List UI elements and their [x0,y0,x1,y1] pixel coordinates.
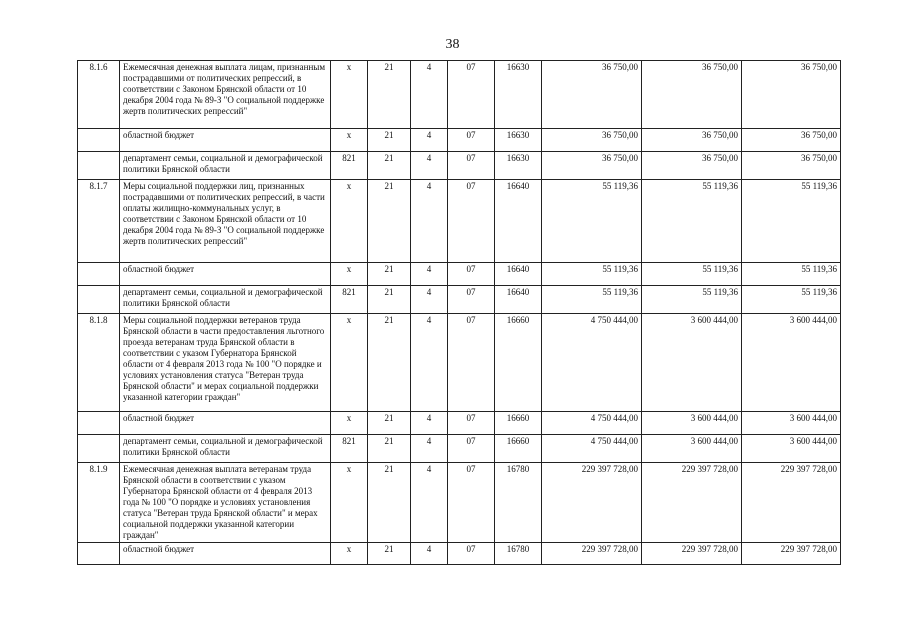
amount-year-1: 36 750,00 [542,129,642,152]
amount-year-2: 36 750,00 [642,129,742,152]
program-code: 07 [448,61,495,129]
admin-code: х [331,129,368,152]
section-code: 21 [368,412,411,435]
table-row [78,180,841,263]
admin-code: х [331,543,368,565]
amount-year-2: 3 600 444,00 [642,412,742,435]
subsection-code: 4 [411,286,448,314]
section-code: 21 [368,180,411,263]
admin-code: 821 [331,286,368,314]
direction-code: 16630 [495,61,542,129]
item-description: областной бюджет [120,263,331,286]
subsection-code: 4 [411,314,448,412]
section-code: 21 [368,435,411,463]
amount-year-3: 55 119,36 [742,263,841,286]
direction-code: 16780 [495,463,542,543]
amount-year-2: 3 600 444,00 [642,435,742,463]
amount-year-1: 55 119,36 [542,286,642,314]
direction-code: 16640 [495,286,542,314]
item-description: Меры социальной поддержки лиц, признанных пострадавшими от политических репрессий, в части оплаты жилищно-коммунальных услуг, в соответствии с Законом Брянской области от 10 декабря 2004 года № 89-З "О социальной поддержке жертв политических репрессий" [120,180,331,263]
subsection-code: 4 [411,263,448,286]
item-description: Ежемесячная денежная выплата лицам, признанным пострадавшими от политических репрессий, в соответствии с Законом Брянской области от 10 декабря 2004 года № 89-З "О социальной поддержке жертв политических репрессий" [120,61,331,129]
amount-year-1: 55 119,36 [542,180,642,263]
amount-year-1: 36 750,00 [542,61,642,129]
item-number [78,129,120,152]
subsection-code: 4 [411,435,448,463]
direction-code: 16640 [495,263,542,286]
section-code: 21 [368,61,411,129]
amount-year-3: 36 750,00 [742,152,841,180]
table-row [78,314,841,412]
budget-table [77,60,841,565]
item-number [78,543,120,565]
subsection-code: 4 [411,180,448,263]
item-number [78,263,120,286]
item-description: областной бюджет [120,543,331,565]
amount-year-1: 229 397 728,00 [542,463,642,543]
section-code: 21 [368,152,411,180]
section-code: 21 [368,463,411,543]
item-number [78,412,120,435]
direction-code: 16660 [495,412,542,435]
amount-year-1: 4 750 444,00 [542,314,642,412]
table-row [78,61,841,129]
page-number: 38 [445,37,460,52]
item-description: областной бюджет [120,412,331,435]
table-row [78,286,841,314]
direction-code: 16640 [495,180,542,263]
admin-code: х [331,263,368,286]
amount-year-2: 3 600 444,00 [642,314,742,412]
table-row [78,463,841,543]
program-code: 07 [448,286,495,314]
program-code: 07 [448,463,495,543]
admin-code: х [331,180,368,263]
amount-year-1: 36 750,00 [542,152,642,180]
admin-code: х [331,463,368,543]
amount-year-3: 3 600 444,00 [742,412,841,435]
table-row [78,435,841,463]
table-row [78,129,841,152]
subsection-code: 4 [411,543,448,565]
section-code: 21 [368,286,411,314]
subsection-code: 4 [411,412,448,435]
amount-year-2: 229 397 728,00 [642,463,742,543]
item-number [78,152,120,180]
subsection-code: 4 [411,61,448,129]
program-code: 07 [448,263,495,286]
amount-year-2: 55 119,36 [642,180,742,263]
section-code: 21 [368,543,411,565]
program-code: 07 [448,314,495,412]
section-code: 21 [368,314,411,412]
section-code: 21 [368,263,411,286]
item-description: областной бюджет [120,129,331,152]
item-description: Меры социальной поддержки ветеранов труда Брянской области в части предоставления льготного проезда ветеранам труда Брянской области в соответствии с указом Губернатора Брянской области от 4 февраля 2013 года № 100 "О порядке и условиях установления статуса "Ветеран труда Брянской области" и мерах социальной поддержки указанной категории граждан" [120,314,331,412]
admin-code: х [331,314,368,412]
item-number: 8.1.9 [78,463,120,543]
direction-code: 16630 [495,129,542,152]
item-number: 8.1.7 [78,180,120,263]
item-number [78,286,120,314]
admin-code: х [331,61,368,129]
program-code: 07 [448,412,495,435]
program-code: 07 [448,180,495,263]
amount-year-2: 55 119,36 [642,286,742,314]
amount-year-3: 36 750,00 [742,61,841,129]
table-row [78,543,841,565]
direction-code: 16660 [495,435,542,463]
amount-year-3: 3 600 444,00 [742,314,841,412]
amount-year-3: 36 750,00 [742,129,841,152]
program-code: 07 [448,543,495,565]
subsection-code: 4 [411,129,448,152]
amount-year-2: 36 750,00 [642,61,742,129]
direction-code: 16660 [495,314,542,412]
amount-year-3: 229 397 728,00 [742,463,841,543]
admin-code: 821 [331,152,368,180]
amount-year-2: 36 750,00 [642,152,742,180]
admin-code: х [331,412,368,435]
program-code: 07 [448,435,495,463]
item-number: 8.1.6 [78,61,120,129]
item-number: 8.1.8 [78,314,120,412]
table-row [78,412,841,435]
direction-code: 16630 [495,152,542,180]
item-description: департамент семьи, социальной и демографической политики Брянской области [120,286,331,314]
amount-year-1: 229 397 728,00 [542,543,642,565]
amount-year-1: 55 119,36 [542,263,642,286]
program-code: 07 [448,152,495,180]
amount-year-1: 4 750 444,00 [542,412,642,435]
amount-year-3: 3 600 444,00 [742,435,841,463]
amount-year-3: 55 119,36 [742,286,841,314]
item-description: Ежемесячная денежная выплата ветеранам труда Брянской области в соответствии с указом Губернатора Брянской области от 4 февраля 2013 года № 100 "О порядке и условиях установления статуса "Ветеран труда Брянской области" и мерах социальной поддержки указанной категории граждан" [120,463,331,543]
table-row [78,263,841,286]
subsection-code: 4 [411,463,448,543]
admin-code: 821 [331,435,368,463]
subsection-code: 4 [411,152,448,180]
amount-year-2: 55 119,36 [642,263,742,286]
section-code: 21 [368,129,411,152]
item-description: департамент семьи, социальной и демографической политики Брянской области [120,435,331,463]
direction-code: 16780 [495,543,542,565]
amount-year-3: 229 397 728,00 [742,543,841,565]
amount-year-1: 4 750 444,00 [542,435,642,463]
amount-year-3: 55 119,36 [742,180,841,263]
item-description: департамент семьи, социальной и демографической политики Брянской области [120,152,331,180]
table-row [78,152,841,180]
item-number [78,435,120,463]
amount-year-2: 229 397 728,00 [642,543,742,565]
program-code: 07 [448,129,495,152]
